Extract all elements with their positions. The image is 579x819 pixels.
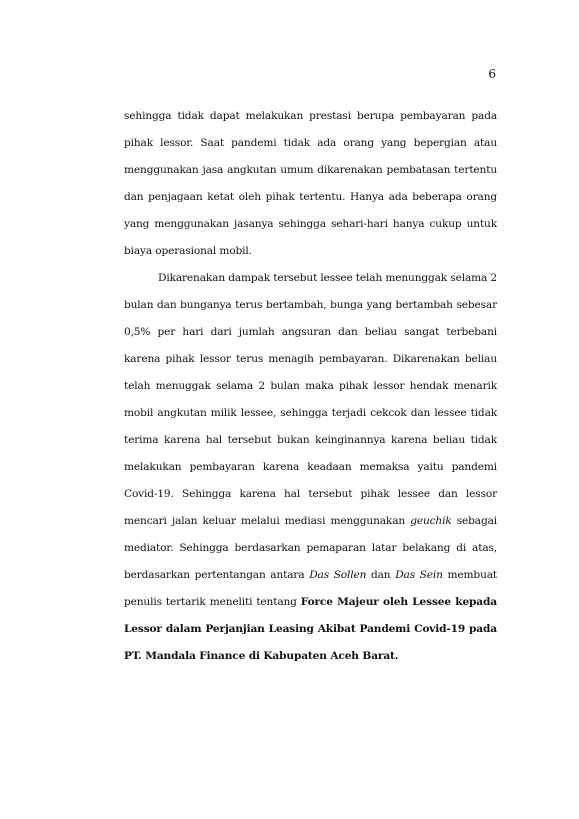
- paragraph-1: sehingga tidak dapat melakukan prestasi berupa pembayaran pada pihak lessor. Saat pandemi tidak ada orang yang bepergian atau menggunakan jasa angkutan umum dikarenakan pembatasan tertentu dan penjagaan ketat oleh pihak tertentu. Hanya ada beberapa orang yang menggunakan jasanya sehingga sehari-hari hanya cukup untuk biaya operasional mobil.: [124, 110, 497, 257]
- page-number: 6: [488, 67, 496, 81]
- paragraph-2: [124, 265, 497, 670]
- paragraph-2-text-1: Dikarenakan dampak tersebut lessee telah menunggak selama 2 bulan dan bunganya terus bertambah, bunga yang bertambah sebesar 0,5% per hari dari jumlah angsuran dan beliau sangat terbebani karena pihak lessor terus menagih pembayaran. Dikarenakan beliau telah menuggak selama 2 bulan maka pihak lessor hendak menarik mobil angkutan milik lessee, sehingga terjadi cekcok dan lessee tidak terima karena hal tersebut bukan keinginannya karena beliau tidak melakukan pembayaran karena keadaan memaksa yaitu pandemi Covid-19. Sehingga karena hal tersebut pihak lessee dan lessor mencari jalan keluar melalui mediasi menggunakan: [124, 272, 497, 527]
- body-text: [124, 103, 497, 670]
- paragraph-2-text-4: membuat penulis tertarik meneliti tentang: [124, 569, 498, 608]
- term-das-sein: Das Sein: [395, 569, 443, 581]
- term-geuchik: geuchik: [410, 515, 452, 527]
- research-title: Force Majeur oleh Lessee kepada Lessor dalam Perjanjian Leasing Akibat Pandemi Covid-19 pada PT. Mandala Finance di Kabupaten Aceh Barat.: [124, 596, 497, 662]
- term-das-sollen: Das Sollen: [309, 569, 367, 581]
- paragraph-2-text-3: dan: [366, 569, 396, 581]
- paragraph-2-text-2: sebagai mediator. Sehingga berdasarkan pemaparan latar belakang di atas, berdasarkan pertentangan antara: [124, 515, 497, 581]
